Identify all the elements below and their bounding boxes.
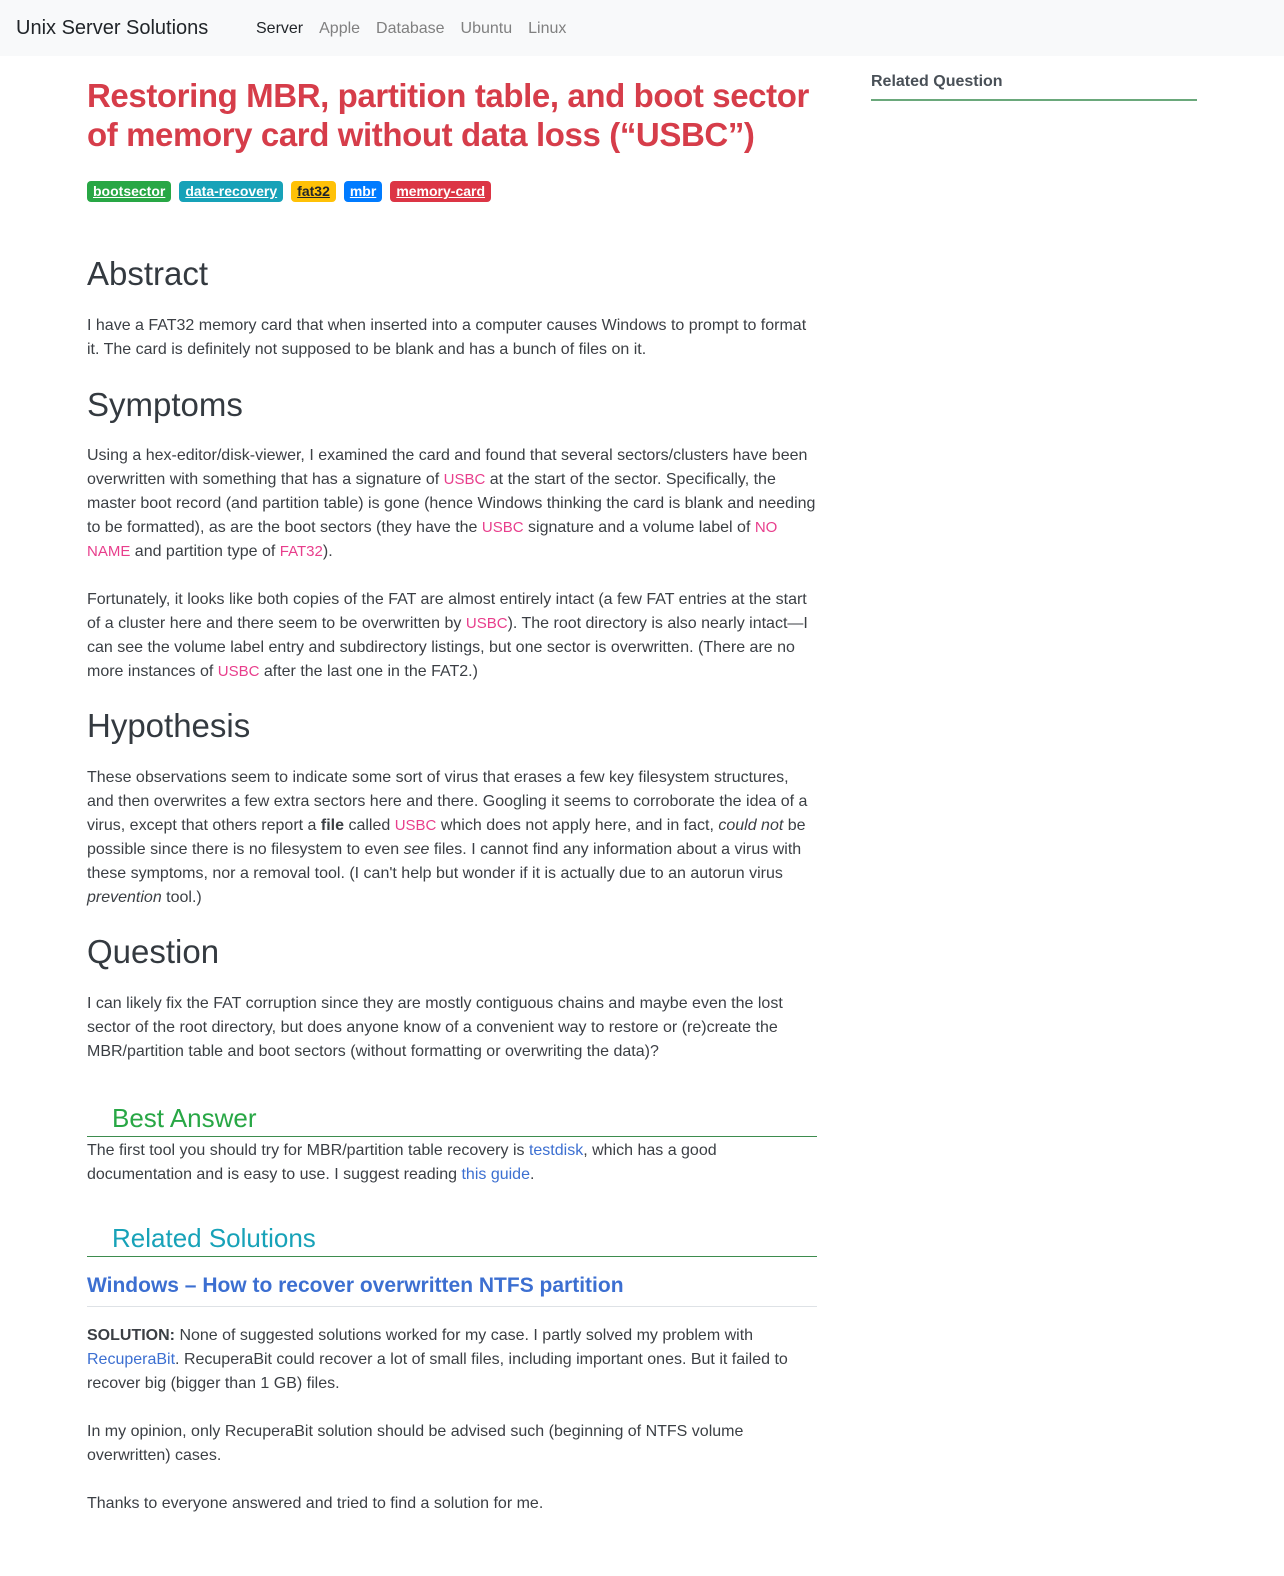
code-usbc: USBC: [465, 615, 508, 632]
best-answer-paragraph: The first tool you should try for MBR/partition table recovery is testdisk, which has a good documentation and is easy to use. I suggest reading this guide.: [87, 1142, 717, 1183]
related-solutions-header: [87, 1222, 817, 1257]
best-answer-header: [87, 1102, 817, 1137]
code-usbc: USBC: [217, 663, 260, 680]
tag-fat32[interactable]: fat32: [291, 181, 336, 202]
symptoms-paragraph-1: Using a hex-editor/disk-viewer, I examined the card and found that several sectors/clusters have been overwritten with something that has a signature of USBC at the start of the sector. Specifically, the master boot record (and partition table) is gone (hence Windows thinking the card is blank and needing to be formatted), as are the boot sectors (they have the USBC signature and a volume label of NO NAME and partition type of FAT32).: [87, 447, 816, 560]
abstract-paragraph: I have a FAT32 memory card that when inserted into a computer causes Windows to prompt to format it. The card is definitely not supposed to be blank and has a bunch of files on it.: [87, 317, 807, 358]
symptoms-heading: Symptoms: [87, 386, 243, 423]
code-no-name: NO NAME: [87, 519, 778, 560]
page-title: Restoring MBR, partition table, and boot sector of memory card without data loss (“USBC”): [87, 77, 809, 153]
question-heading: Question: [87, 933, 220, 970]
tag-data-recovery[interactable]: data-recovery: [179, 181, 283, 202]
nav-item-linux[interactable]: Linux: [528, 20, 567, 37]
question-paragraph: I can likely fix the FAT corruption since they are mostly contiguous chains and maybe even the lost sector of the root directory, but does anyone know of a convenient way to restore or (re)create the MBR/partition table and boot sectors (without formatting or overwriting the data)?: [87, 995, 783, 1060]
nav-item-ubuntu[interactable]: Ubuntu: [460, 20, 513, 37]
tag-list: [87, 181, 817, 202]
recuperabit-link[interactable]: RecuperaBit: [87, 1351, 176, 1368]
code-usbc: USBC: [481, 519, 524, 536]
navbar: [0, 0, 1284, 56]
hypothesis-paragraph: These observations seem to indicate some sort of virus that erases a few key filesystem structures, and then overwrites a few extra sectors here and there. Googling it seems to corroborate the idea of a virus, except that others report a file called USBC which does not apply here, and in fact, could not be possible since there is no filesystem to even see files. I cannot find any information about a virus with these symptoms, nor a removal tool. (I can't help but wonder if it is actually due to an autorun virus prevention tool.): [87, 769, 808, 906]
tag-bootsector[interactable]: bootsector: [87, 181, 171, 202]
code-usbc: USBC: [394, 817, 437, 834]
related-solution-paragraph-3: Thanks to everyone answered and tried to find a solution for me.: [87, 1495, 544, 1512]
related-solution-title-link[interactable]: Windows – How to recover overwritten NTFS partition: [87, 1272, 817, 1307]
related-solution-paragraph-2: In my opinion, only RecuperaBit solution should be advised such (beginning of NTFS volume overwritten) cases.: [87, 1423, 744, 1464]
best-answer-heading: Best Answer: [112, 1103, 257, 1133]
related-solution-paragraph-1: SOLUTION: None of suggested solutions worked for my case. I partly solved my problem with RecuperaBit. RecuperaBit could recover a lot of small files, including important ones. But it failed to recover big (bigger than 1 GB) files.: [87, 1327, 788, 1392]
nav-item-server[interactable]: Server: [256, 20, 304, 37]
nav-item-apple[interactable]: Apple: [319, 20, 361, 37]
related-question-heading: Related Question: [871, 70, 1197, 101]
nav-menu: [256, 18, 566, 40]
symptoms-paragraph-2: Fortunately, it looks like both copies of the FAT are almost entirely intact (a few FAT entries at the start of a cluster here and there seem to be overwritten by USBC). The root directory is also nearly intact—I can see the volume label entry and subdirectory listings, but one sector is overwritten. (There are no more instances of USBC after the last one in the FAT2.): [87, 591, 808, 680]
main-content: [87, 76, 817, 1516]
nav-item-database[interactable]: Database: [376, 20, 445, 37]
this-guide-link[interactable]: this guide: [461, 1166, 530, 1183]
sidebar: [871, 70, 1197, 101]
brand-link[interactable]: Unix Server Solutions: [16, 17, 209, 39]
code-usbc: USBC: [443, 471, 486, 488]
hypothesis-heading: Hypothesis: [87, 707, 251, 744]
code-fat32: FAT32: [279, 543, 323, 560]
tag-memory-card[interactable]: memory-card: [390, 181, 491, 202]
abstract-heading: Abstract: [87, 255, 209, 292]
related-solutions-heading: Related Solutions: [112, 1223, 316, 1253]
tag-mbr[interactable]: mbr: [344, 181, 382, 202]
testdisk-link[interactable]: testdisk: [528, 1142, 584, 1159]
